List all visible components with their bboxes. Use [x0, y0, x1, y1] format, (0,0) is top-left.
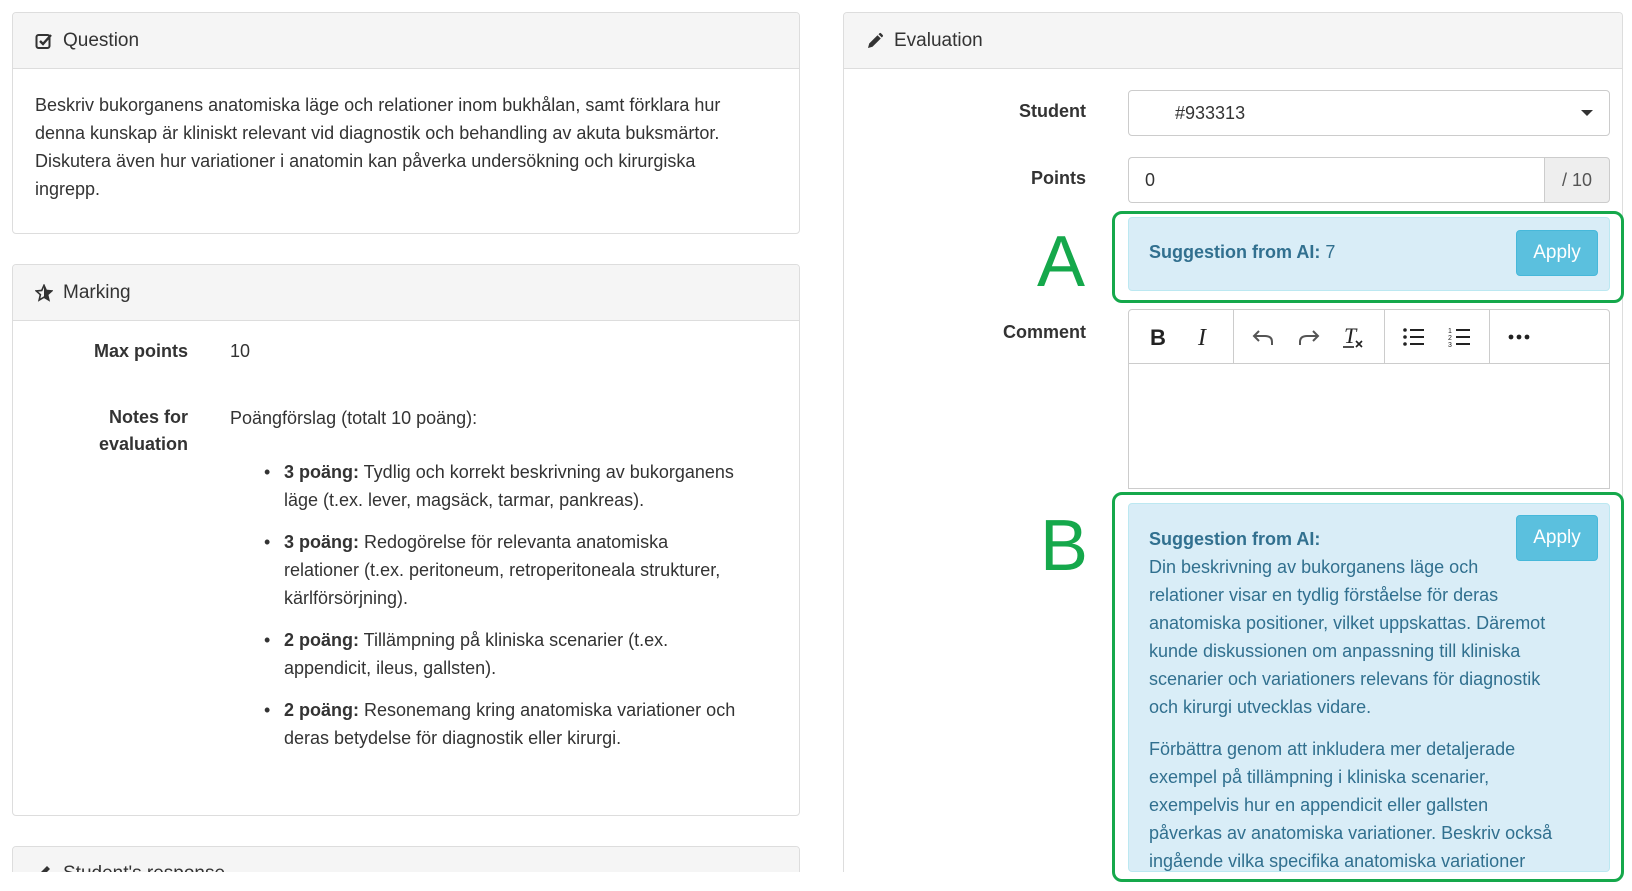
question-line: denna kunskap är kliniskt relevant vid diagnostik och behandling av akuta buksmärtor. [35, 123, 720, 143]
svg-text:T: T [1344, 324, 1357, 348]
more-button[interactable] [1496, 310, 1542, 363]
points-bold: 2 poäng: [284, 630, 359, 650]
svg-text:I: I [1198, 325, 1206, 348]
ai-comment-line: kunde diskussionen om anpassning till kliniska [1149, 641, 1521, 661]
clear-format-icon [1342, 325, 1368, 349]
comment-label: Comment [1002, 322, 1086, 342]
clear-format-button[interactable] [1332, 310, 1378, 363]
ai-comment-suggestion [1128, 503, 1610, 872]
ai-comment-paragraph [1149, 735, 1589, 872]
undo-icon [1251, 326, 1275, 348]
toolbar-group-lists [1385, 310, 1490, 363]
ai-points-title: Suggestion from AI: [1149, 242, 1321, 262]
evaluation-heading [844, 13, 1622, 69]
ai-comment-line: relationer visar en tydlig förståelse för deras [1149, 585, 1499, 605]
italic-icon [1194, 326, 1214, 348]
item-text: deras betydelse för diagnostik eller kirurgi. [284, 728, 622, 748]
ai-points-suggestion [1128, 217, 1610, 291]
max-points-row [0, 337, 800, 367]
points-label: Points [1030, 168, 1086, 188]
points-input[interactable] [1128, 157, 1544, 203]
star-icon [35, 284, 53, 302]
student-label: Student [1019, 101, 1086, 121]
question-line: Diskutera även hur variationer i anatomin kan påverka undersökning och kirurgiska [35, 151, 696, 171]
comment-editor[interactable] [1128, 364, 1610, 489]
marking-heading [13, 265, 799, 321]
item-text: läge (t.ex. lever, magsäck, tarmar, pankreas). [284, 490, 645, 510]
apply-points-button[interactable]: Apply [1516, 230, 1598, 276]
annotation-letter-a: A [1037, 222, 1086, 302]
bold-icon [1148, 326, 1168, 348]
toolbar-group-history [1234, 310, 1385, 363]
ai-comment-paragraph [1149, 553, 1589, 721]
ai-comment-title: Suggestion from AI: [1149, 529, 1321, 549]
item-text: Resonemang kring anatomiska variationer och [359, 700, 736, 720]
student-select-value: #933313 [1175, 102, 1246, 123]
question-line: ingrepp. [35, 179, 101, 199]
ai-comment-line: Din beskrivning av bukorganens läge och [1149, 557, 1479, 577]
item-text: Redogörelse för relevanta anatomiska [359, 532, 669, 552]
redo-icon [1297, 326, 1321, 348]
pencil-icon [866, 32, 884, 50]
checkbox-icon [35, 32, 53, 50]
svg-text:1: 1 [1448, 327, 1452, 335]
bullet-list-button[interactable] [1391, 310, 1437, 363]
item-text: Tydlig och korrekt beskrivning av bukorganens [359, 462, 734, 482]
question-line: Beskriv bukorganens anatomiska läge och relationer inom bukhålan, samt förklara hur [35, 95, 721, 115]
more-icon [1507, 333, 1531, 341]
annotation-letter-b: B [1040, 506, 1089, 586]
ai-comment-line: scenarier och variationers relevans för diagnostik [1149, 669, 1541, 689]
ai-comment-line: exempelvis hur en appendicit eller gallsten [1149, 795, 1489, 815]
notes-label [22, 404, 188, 458]
toolbar-group-more [1490, 310, 1548, 363]
bullet-list-icon [1402, 326, 1426, 348]
question-text [13, 69, 799, 203]
bold-button[interactable] [1135, 310, 1181, 363]
item-text: Tillämpning på kliniska scenarier (t.ex. [359, 630, 669, 650]
item-text: kärlförsörjning). [284, 588, 409, 608]
notes-list [262, 458, 802, 766]
question-heading [13, 13, 799, 69]
marking-heading-label: Marking [63, 281, 131, 303]
list-item [262, 458, 802, 514]
undo-button[interactable] [1240, 310, 1286, 363]
points-bold: 3 poäng: [284, 462, 359, 482]
apply-comment-button[interactable]: Apply [1516, 515, 1598, 561]
redo-button[interactable] [1286, 310, 1332, 363]
ai-comment-line: Förbättra genom att inkludera mer detaljerade [1149, 739, 1516, 759]
points-bold: 2 poäng: [284, 700, 359, 720]
list-item [262, 528, 802, 612]
question-heading-label: Question [63, 29, 140, 51]
points-bold: 3 poäng: [284, 532, 359, 552]
editor-toolbar [1128, 309, 1610, 364]
notes-label-line: Notes for [108, 407, 188, 427]
italic-button[interactable] [1181, 310, 1227, 363]
max-points-value: 10 [230, 341, 251, 361]
svg-text:B: B [1150, 325, 1166, 348]
ai-points-value: 7 [1325, 242, 1336, 262]
chevron-down-icon [1581, 110, 1593, 116]
points-max-addon: / 10 [1544, 157, 1610, 203]
item-text: relationer (t.ex. peritoneum, retroperitoneala strukturer, [284, 560, 721, 580]
ai-comment-line: exempel på tillämpning i kliniska scenarier, [1149, 767, 1490, 787]
ai-comment-line: påverkas av anatomiska variationer. Beskriv också [1149, 823, 1553, 843]
notes-label-line: evaluation [98, 434, 188, 454]
ai-comment-line: ingående vilka specifika anatomiska variationer [1149, 851, 1526, 871]
points-input-value: 0 [1145, 169, 1156, 190]
question-panel [12, 12, 800, 234]
toolbar-group-format [1129, 310, 1234, 363]
ai-comment-line: och kirurgi utvecklas vidare. [1149, 697, 1372, 717]
ai-comment-line: anatomiska positioner, vilket uppskattas. Däremot [1149, 613, 1546, 633]
max-points-label: Max points [93, 341, 188, 361]
list-item [262, 626, 802, 682]
evaluation-heading-label: Evaluation [894, 29, 983, 51]
list-item [262, 696, 802, 752]
svg-text:2: 2 [1448, 334, 1452, 342]
ai-points-text [1149, 242, 1335, 263]
numbered-list-button[interactable] [1437, 310, 1483, 363]
student-select[interactable] [1128, 90, 1610, 136]
notes-intro: Poängförslag (totalt 10 poäng): [230, 408, 478, 428]
ai-comment-text [1149, 525, 1589, 872]
numbered-list-icon [1448, 326, 1472, 348]
item-text: appendicit, ileus, gallsten). [284, 658, 497, 678]
svg-text:3: 3 [1448, 341, 1452, 348]
